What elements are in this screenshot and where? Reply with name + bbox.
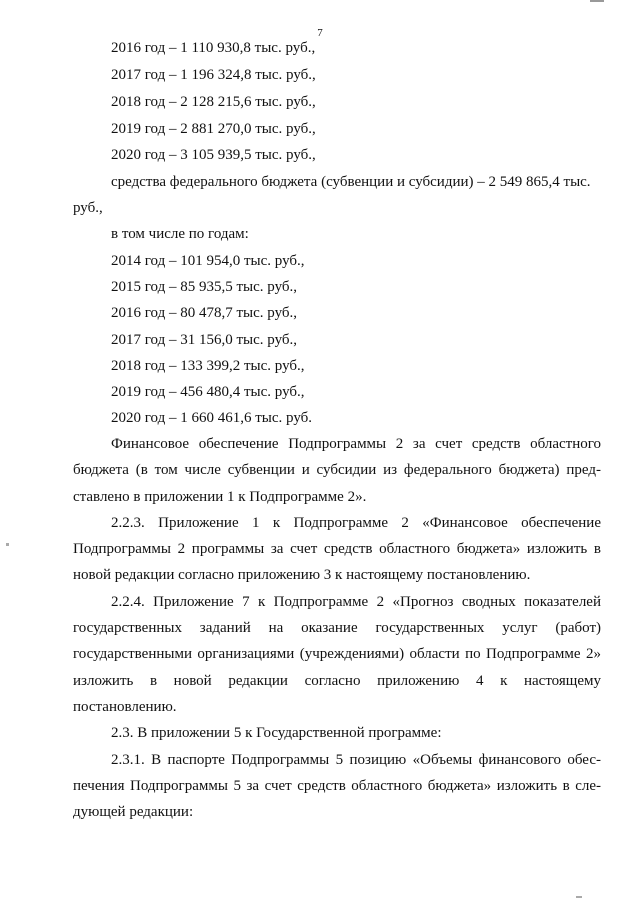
scan-artifact-bottom xyxy=(576,896,582,898)
page-number: 7 xyxy=(317,27,323,39)
year-line: 2014 год – 101 954,0 тыс. руб., xyxy=(111,253,305,269)
paragraph-line: 2.2.4. Приложение 7 к Подпрограмме 2 «Прогноз сводных показателей xyxy=(111,594,601,610)
by-years-label: в том числе по годам: xyxy=(111,226,249,242)
federal-funds-line-cont: руб., xyxy=(73,200,103,216)
paragraph-line: 2.2.3. Приложение 1 к Подпрограмме 2 «Финансовое обеспечение xyxy=(111,515,601,531)
year-line: 2018 год – 133 399,2 тыс. руб., xyxy=(111,358,305,374)
year-line: 2019 год – 2 881 270,0 тыс. руб., xyxy=(111,121,316,137)
year-line: 2017 год – 1 196 324,8 тыс. руб., xyxy=(111,67,316,83)
year-line: 2020 год – 3 105 939,5 тыс. руб., xyxy=(111,147,316,163)
year-line: 2016 год – 1 110 930,8 тыс. руб., xyxy=(111,40,316,56)
paragraph-line: изложить в новой редакции согласно приложению 4 к настоящему xyxy=(73,673,601,689)
year-line: 2016 год – 80 478,7 тыс. руб., xyxy=(111,305,298,321)
scan-artifact-margin xyxy=(6,543,9,546)
year-line: 2017 год – 31 156,0 тыс. руб., xyxy=(111,332,298,348)
paragraph-line: ставлено в приложении 1 к Подпрограмме 2». xyxy=(73,489,367,505)
year-line: 2015 год – 85 935,5 тыс. руб., xyxy=(111,279,298,295)
paragraph-line: печения Подпрограммы 5 за счет средств областного бюджета» изложить в сле- xyxy=(73,778,601,794)
paragraph-line: 2.3.1. В паспорте Подпрограммы 5 позицию «Объемы финансового обес- xyxy=(111,752,601,768)
section-heading: 2.3. В приложении 5 к Государственной программе: xyxy=(111,725,442,741)
scan-artifact-top xyxy=(590,0,604,2)
paragraph-line: Подпрограммы 2 программы за счет средств областного бюджета» изложить в xyxy=(73,541,601,557)
paragraph-line: постановлению. xyxy=(73,699,177,715)
paragraph-line: новой редакции согласно приложению 3 к настоящему постановлению. xyxy=(73,567,531,583)
year-line: 2018 год – 2 128 215,6 тыс. руб., xyxy=(111,94,316,110)
paragraph-line: дующей редакции: xyxy=(73,804,194,820)
paragraph-line: государственными организациями (учреждениями) области по Подпрограмме 2» xyxy=(73,646,601,662)
paragraph-line: государственных заданий на оказание государственных услуг (работ) xyxy=(73,620,601,636)
paragraph-line: бюджета (в том числе субвенции и субсидии из федерального бюджета) пред- xyxy=(73,462,601,478)
year-line: 2020 год – 1 660 461,6 тыс. руб. xyxy=(111,410,313,426)
federal-funds-line: средства федерального бюджета (субвенции и субсидии) – 2 549 865,4 тыс. xyxy=(111,174,591,190)
paragraph-line: Финансовое обеспечение Подпрограммы 2 за счет средств областного xyxy=(111,436,601,452)
year-line: 2019 год – 456 480,4 тыс. руб., xyxy=(111,384,305,400)
